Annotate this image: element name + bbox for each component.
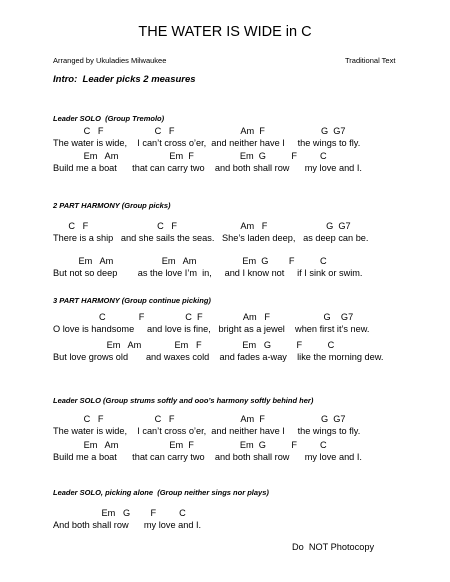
lyric-line: There is a ship and she sails the seas. She’s laden deep, as deep can be. <box>53 233 369 243</box>
chord-line: Em Am Em F Em G F C <box>53 340 335 350</box>
chord-line: Em Am Em Am Em G F C <box>53 256 327 266</box>
chord-line: C F C F Am F G G7 <box>53 312 354 322</box>
section-heading: 3 PART HARMONY (Group continue picking) <box>53 296 211 305</box>
footer-note: Do NOT Photocopy <box>292 542 375 552</box>
section-heading: 2 PART HARMONY (Group picks) <box>53 201 171 210</box>
lyric-line: O love is handsome and love is fine, bright as a jewel when first it’s new. <box>53 324 370 334</box>
lyric-line: But love grows old and waxes cold and fades a-way like the morning dew. <box>53 352 384 362</box>
lyric-line: The water is wide, I can’t cross o’er, and neither have I the wings to fly. <box>53 426 361 436</box>
chord-line: C F C F Am F G G7 <box>53 126 346 136</box>
lyric-line: But not so deep as the love I’m in, and I know not if I sink or swim. <box>53 268 363 278</box>
intro-instruction: Intro: Leader picks 2 measures <box>53 74 196 85</box>
arranger-credit: Arranged by Ukuladies Milwaukee <box>53 56 167 65</box>
lyric-line: Build me a boat that can carry two and both shall row my love and I. <box>53 163 362 173</box>
chord-line: Em Am Em F Em G F C <box>53 151 327 161</box>
lyric-line: The water is wide, I can’t cross o’er, and neither have I the wings to fly. <box>53 138 361 148</box>
lyric-line: And both shall row my love and I. <box>53 520 202 530</box>
text-credit: Traditional Text <box>345 56 396 65</box>
chord-line: Em Am Em F Em G F C <box>53 440 327 450</box>
chord-line: C F C F Am F G G7 <box>53 414 346 424</box>
page-title: THE WATER IS WIDE in C <box>138 24 312 40</box>
section-heading: Leader SOLO (Group strums softly and ooo’s harmony softly behind her) <box>53 396 314 405</box>
lyric-line: Build me a boat that can carry two and both shall row my love and I. <box>53 452 362 462</box>
section-heading: Leader SOLO (Group Tremolo) <box>53 114 165 123</box>
chord-line: Em G F C <box>53 508 186 518</box>
section-heading: Leader SOLO, picking alone (Group neither sings nor plays) <box>53 488 269 497</box>
chord-line: C F C F Am F G G7 <box>53 221 351 231</box>
